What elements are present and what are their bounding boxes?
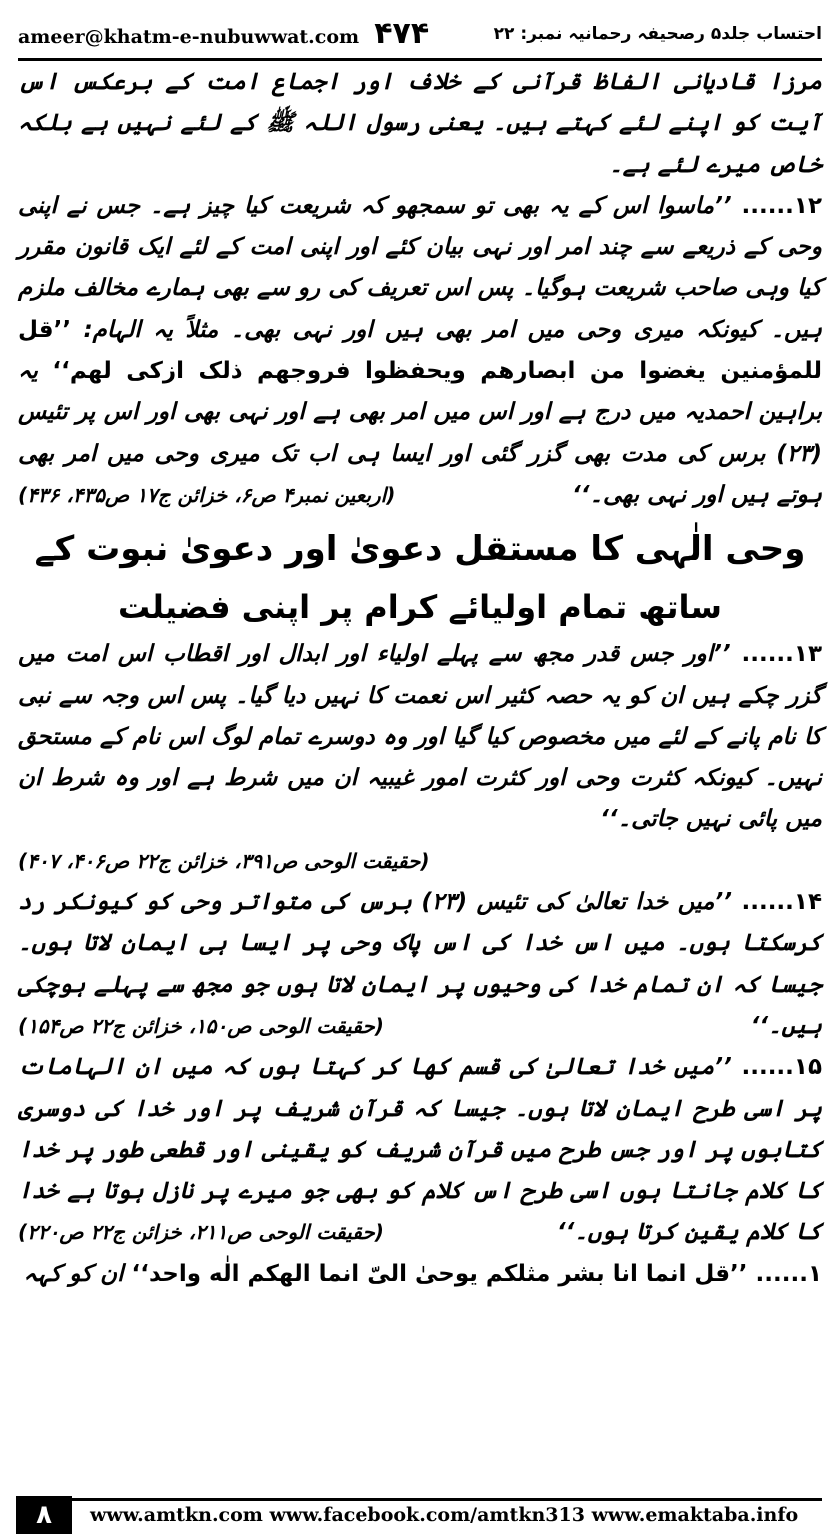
paragraph-text: ’’ماسوا اس کے یہ بھی تو سمجھو کہ شریعت کیا چیز ہے۔ جس نے اپنی وحی کے ذریعے سے چند امر اور نہی بیان کئے اور اپنی امت کے لئے ایک قانون مقرر کیا وہی صاحب شریعت ہوگیا۔ پس اس تعریف کی رو سے بھی ہمارے مخالف ملزم ہیں۔ کیونکہ میری وحی میں امر بھی ہیں اور نہی بھی۔ مثلاً یہ الہام:	[18, 192, 822, 343]
paragraph-12	[18, 186, 822, 516]
item-number: ۱......	[755, 1260, 822, 1287]
paragraph-15	[18, 1047, 822, 1253]
paragraph-text: ’’میں خدا تعالیٰ کی تئیس (۲۳) برس کی متواتر وحی کو کیونکر رد کرسکتا ہوں۔ میں اس خدا کی اس پاک وحی پر ایسا ہی ایمان لاتا ہوں۔ جیسا کہ ان تمام خدا کی وحیوں پر ایمان لاتا ہوں جو مجھ سے پہلے ہوچکی ہیں۔‘‘	[18, 889, 822, 1039]
paragraph-text: ان کو کہہ	[23, 1260, 124, 1287]
paragraph-13	[18, 634, 822, 840]
page-number-urdu: ۴۷۴	[374, 15, 430, 51]
page-number-box: ۸	[16, 1496, 72, 1534]
paragraph-text: ’’میں خدا تعالیٰ کی قسم کھا کر کہتا ہوں کہ میں ان الہامات پر اسی طرح ایمان لاتا ہوں۔ جیسا کہ قرآن شریف پر اور خدا کی دوسری کتابوں پر اور جس طرح میں قرآن شریف کو یقینی اور قطعی طور پر خدا کا کلام جانتا ہوں اسی طرح اس کلام کو بھی جو میرے پر نازل ہوتا ہے خدا کا کلام یقین کرتا ہوں۔‘‘	[18, 1054, 822, 1246]
section-heading-line-2: ساتھ تمام اولیائے کرام پر اپنی فضیلت	[118, 588, 722, 627]
reference-citation: (حقیقت الوحی ص۲۱۱، خزائن ج۲۲ ص۲۲۰)	[18, 1220, 384, 1245]
item-number: ۱۵......	[741, 1054, 822, 1081]
section-heading-line-1: وحی الٰہی کا مستقل دعویٰ اور دعویٰ نبوت کے	[34, 529, 806, 570]
header-left	[18, 16, 429, 51]
item-number: ۱۲......	[741, 192, 822, 219]
paragraph-1: مرزا قادیانی الفاظ قرآنی کے خلاف اور اجماع امت کے برعکس اس آیت کو اپنے لئے کہتے ہیں۔ یعنی رسول اللہ ﷺ کے لئے نہیں ہے بلکہ خاص میرے لئے ہے۔	[18, 69, 822, 178]
footer-links: www.amtkn.com www.facebook.com/amtkn313 www.emaktaba.info	[90, 1504, 799, 1526]
arabic-quote: ’’قل انما انا بشر مثلکم یوحیٰ الیّ انما الھکم الٰه واحد‘‘	[131, 1260, 748, 1287]
arabic-quote: ’’قل للمؤمنین یغضوا من ابصارھم ویحفظوا فروجھم ذلک ازکی لھم‘‘	[18, 316, 822, 385]
reference-citation: (حقیقت الوحی ص۳۹۱، خزائن ج۲۲ ص۴۰۶، ۴۰۷)	[18, 848, 430, 873]
paragraph-16	[18, 1254, 822, 1295]
header-rule	[18, 58, 822, 61]
reference-citation: (حقیقت الوحی ص۱۵۰، خزائن ج۲۲ ص۱۵۴)	[18, 1013, 384, 1038]
page-footer	[0, 1496, 840, 1540]
paragraph-text-continued: یہ براہین احمدیہ میں درج ہے اور اس میں امر بھی ہے اور نہی بھی اور اس پر تئیس (۲۳) برس کی مدت بھی گزر گئی اور ایسا ہی اب تک میری وحی میں امر بھی ہوتے ہیں اور نہی بھی۔‘‘	[18, 358, 822, 508]
email-address: ameer@khatm-e-nubuwwat.com	[18, 25, 360, 48]
paragraph-text: ’’اور جس قدر مجھ سے پہلے اولیاء اور ابدال اور اقطاب اس امت میں گزر چکے ہیں ان کو یہ حصہ کثیر اس نعمت کا نہیں دیا گیا۔ پس اس وجہ سے نبی کا نام پانے کے لئے میں مخصوص کیا گیا اور وہ دوسرے تمام لوگ اس نام کے مستحق نہیں۔ کیونکہ کثرت وحی اور کثرت امور غیبیہ ان میں شرط ہے اور وہ شرط ان میں پائی نہیں جاتی۔‘‘	[18, 641, 822, 833]
book-title: احتساب جلد۵ رصحیفہ رحمانیہ نمبر: ۲۲	[493, 23, 822, 44]
footer-rule	[70, 1498, 822, 1501]
paragraph-14	[18, 882, 822, 1047]
page-header	[18, 10, 822, 56]
page-body	[18, 62, 822, 1295]
item-number: ۱۴......	[741, 889, 822, 916]
item-number: ۱۳......	[741, 641, 822, 668]
reference-citation: (اربعین نمبر۴ ص۶، خزائن ج۱۷ ص۴۳۵، ۴۳۶)	[18, 482, 396, 507]
